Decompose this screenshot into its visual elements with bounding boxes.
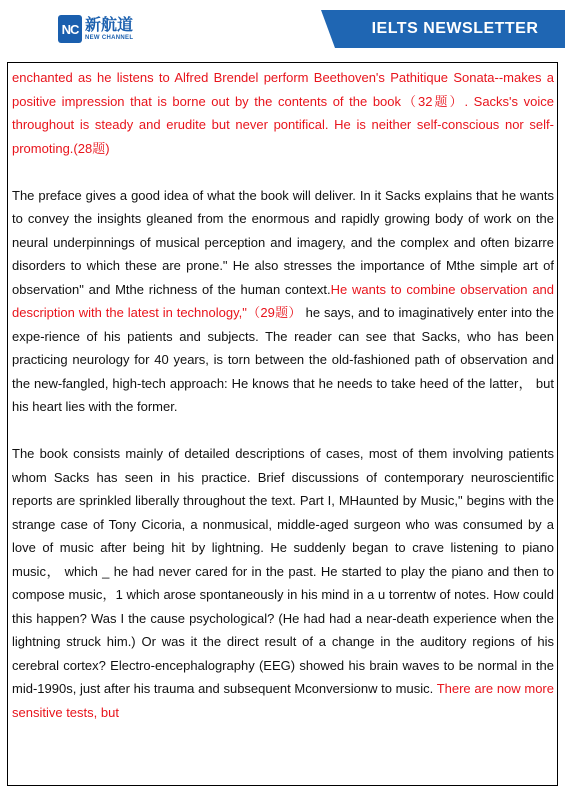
paragraph-text: The preface gives a good idea of what the book will deliver. In it Sacks explains that he wants to convey the insights gleaned from the enormous and rapidly growing body of work on the neural underpinnings of musical perception and imagery, and the complex and often bizarre disorders to which these are prone." He also stresses the importance of Mthe simple art of observation" and Mthe richness of the human context. [12,187,554,297]
highlighted-text: There are now more sensitive tests, but [12,681,554,720]
article-body [12,66,554,724]
new-channel-logo [58,12,133,46]
page-header [0,0,565,58]
paragraph-text: he says, and to imaginatively enter into the expe-rience of his patients and subjects. The reader can see that Sacks, who has been practicing neurology for 40 years, is torn between the old-fashioned path of observation and the new-fangled, high-tech approach: He knows that he needs to take heed of the latter， but his heart lies with the former. [12,305,554,414]
paragraph-gap [12,160,554,184]
logo-english-name: NEW CHANNEL [85,34,134,41]
highlighted-text: enchanted as he listens to Alfred Brendel perform Beethoven's Pathitique Sonata--makes a positive impression that is borne out by the contents of the book（32题）. Sacks's voice throughout is steady and erudite but never pontifical. He is neither self-conscious nor self-promoting.(28题) [12,70,554,156]
newsletter-banner [335,10,565,48]
newsletter-title: IELTS NEWSLETTER [371,20,539,37]
logo-mark: NC [58,15,82,43]
paragraph-1 [12,66,554,160]
paragraph-2 [12,184,554,419]
paragraph-3 [12,442,554,724]
paragraph-gap [12,419,554,443]
banner-corner-shape [321,10,335,48]
logo-text [85,17,133,42]
logo-chinese-name: 新航道 [85,16,134,34]
paragraph-text: The book consists mainly of detailed descriptions of cases, most of them involving patients whom Sacks has seen in his practice. Brief discussions of contemporary neuroscientific reports are sprinkled liberally throughout the text. Part I, MHaunted by Music," begins with the strange case of Tony Cicoria, a nonmusical, middle-aged surgeon who was consumed by a love of music after being hit by lightning. He suddenly began to crave listening to piano music， which _ he had never cared for in the past. He started to play the piano and then to compose music，1 which arose spontaneously in his mind in a u torrentw of notes. How could this happen? Was I the cause psychological? (He had had a near-death experience when the lightning struck him.) Or was it the direct result of a change in the auditory regions of his cerebral cortex? Electro-encephalography (EEG) showed his brain waves to be normal in the mid-1990s, just after his trauma and subsequent Mconversionw to music. [12,446,554,696]
highlighted-text: He wants to combine observation and description with the latest in technology,"（29题） [12,281,555,320]
